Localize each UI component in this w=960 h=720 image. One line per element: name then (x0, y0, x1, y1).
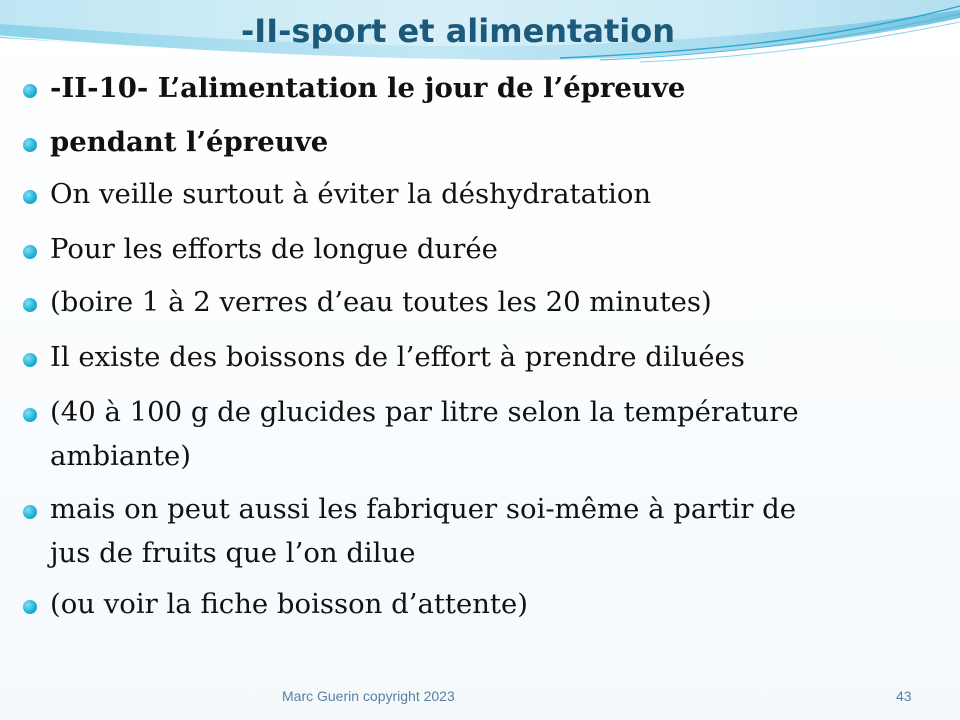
bullet-dot-icon (23, 245, 37, 259)
bullet-text: Pour les efforts de longue durée (50, 233, 498, 265)
bullet-dot-icon (23, 600, 37, 614)
slide-title: -II-sport et alimentation (241, 12, 675, 50)
bullet-dot-icon (23, 298, 37, 312)
bullet-dot-icon (23, 353, 37, 367)
bullet-dot-icon (23, 505, 37, 519)
bullet-text: Il existe des boissons de l’effort à prendre diluées (50, 341, 745, 373)
bullet-text: pendant l’épreuve (50, 126, 329, 158)
bullet-dot-icon (23, 84, 37, 98)
bullet-text: (40 à 100 g de glucides par litre selon la température ambiante) (50, 396, 799, 472)
bullet-text: On veille surtout à éviter la déshydratation (50, 178, 652, 210)
bullet-text: (ou voir la fiche boisson d’attente) (50, 588, 528, 620)
bullet-text: -II-10- L’alimentation le jour de l’épreuve (50, 72, 686, 104)
bullet-dot-icon (23, 138, 37, 152)
bullet-text: mais on peut aussi les fabriquer soi-même à partir de jus de fruits que l’on dilue (50, 493, 796, 569)
bullet-dot-icon (23, 408, 37, 422)
bullet-text: (boire 1 à 2 verres d’eau toutes les 20 minutes) (50, 286, 712, 318)
page-number: 43 (896, 688, 912, 704)
footer-copyright: Marc Guerin copyright 2023 (282, 688, 455, 704)
bullet-dot-icon (23, 190, 37, 204)
